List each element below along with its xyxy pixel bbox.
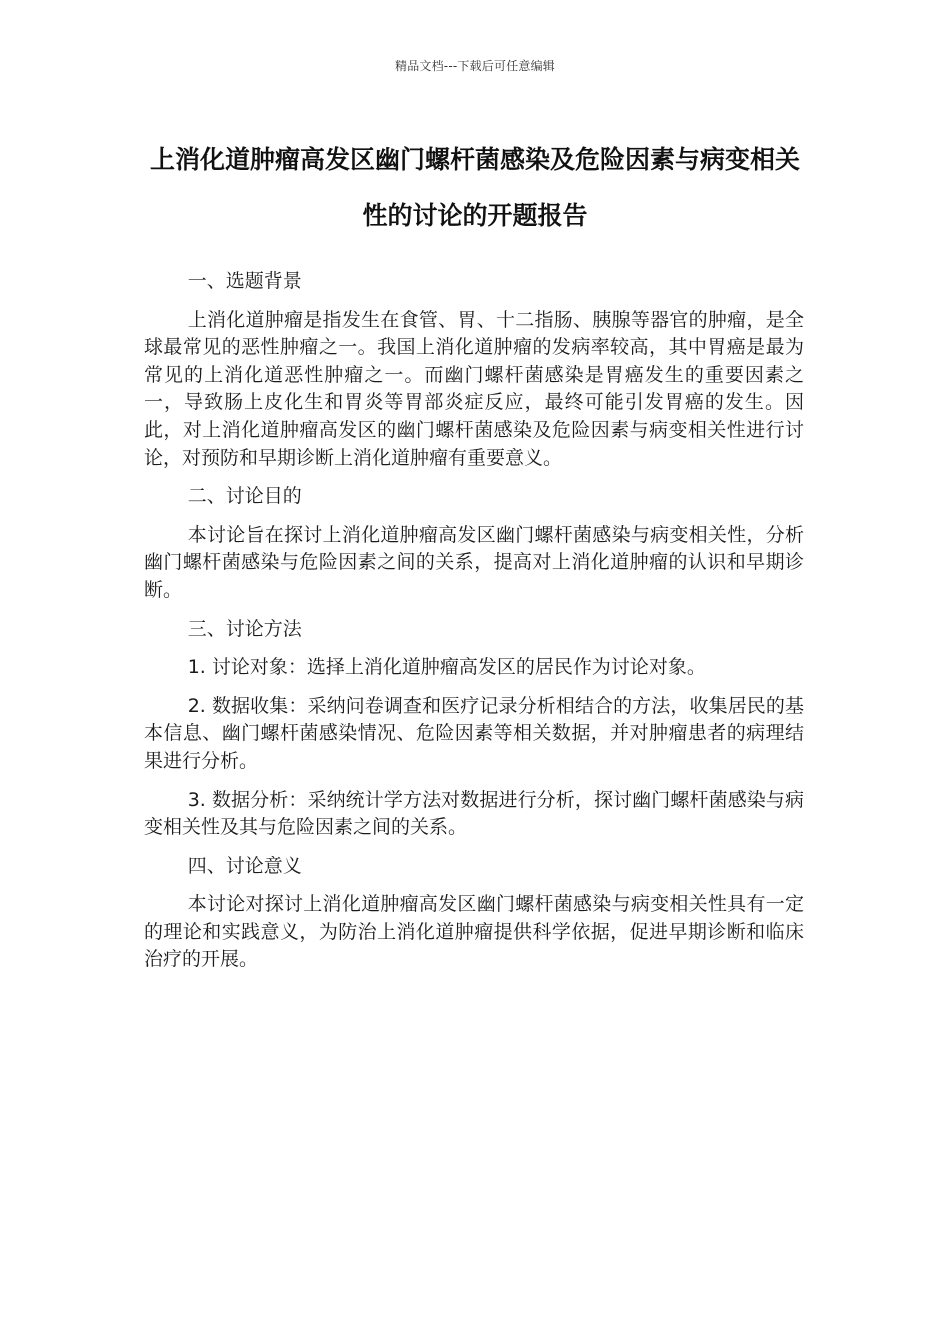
body-paragraph: 本讨论旨在探讨上消化道肿瘤高发区幽门螺杆菌感染与病变相关性，分析幽门螺杆菌感染与危险因素之间的关系，提高对上消化道肿瘤的认识和早期诊断。: [144, 523, 804, 601]
method-item: 2. 数据收集：采纳问卷调查和医疗记录分析相结合的方法，收集居民的基本信息、幽门螺杆菌感染情况、危险因素等相关数据，并对肿瘤患者的病理结果进行分析。: [144, 694, 804, 772]
method-item: 1. 讨论对象：选择上消化道肿瘤高发区的居民作为讨论对象。: [187, 656, 706, 679]
document-body: [144, 268, 804, 985]
section-background: [144, 268, 804, 472]
body-paragraph: 上消化道肿瘤是指发生在食管、胃、十二指肠、胰腺等器官的肿瘤，是全球最常见的恶性肿瘤之一。我国上消化道肿瘤的发病率较高，其中胃癌是最为常见的上消化道恶性肿瘤之一。而幽门螺杆菌感染是胃癌发生的重要因素之一，导致肠上皮化生和胃炎等胃部炎症反应，最终可能引发胃癌的发生。因此，对上消化道肿瘤高发区的幽门螺杆菌感染及危险因素与病变相关性进行讨论，对预防和早期诊断上消化道肿瘤有重要意义。: [144, 308, 804, 469]
section-heading: 二、讨论目的: [187, 485, 302, 508]
section-heading: 四、讨论意义: [187, 854, 302, 877]
section-heading: 一、选题背景: [187, 270, 302, 292]
method-item: 3. 数据分析：采纳统计学方法对数据进行分析，探讨幽门螺杆菌感染与病变相关性及其与危险因素之间的关系。: [144, 788, 804, 839]
section-methods: [144, 616, 804, 842]
section-heading: 三、讨论方法: [187, 617, 302, 640]
document-title: 上消化道肿瘤高发区幽门螺杆菌感染及危险因素与病变相关性的讨论的开题报告: [149, 145, 800, 230]
section-purpose: [144, 483, 804, 604]
section-significance: [144, 853, 804, 974]
body-paragraph: 本讨论对探讨上消化道肿瘤高发区幽门螺杆菌感染与病变相关性具有一定的理论和实践意义，为防治上消化道肿瘤提供科学依据，促进早期诊断和临床治疗的开展。: [144, 893, 804, 971]
header-note: 精品文档---下载后可任意编辑: [395, 59, 555, 73]
